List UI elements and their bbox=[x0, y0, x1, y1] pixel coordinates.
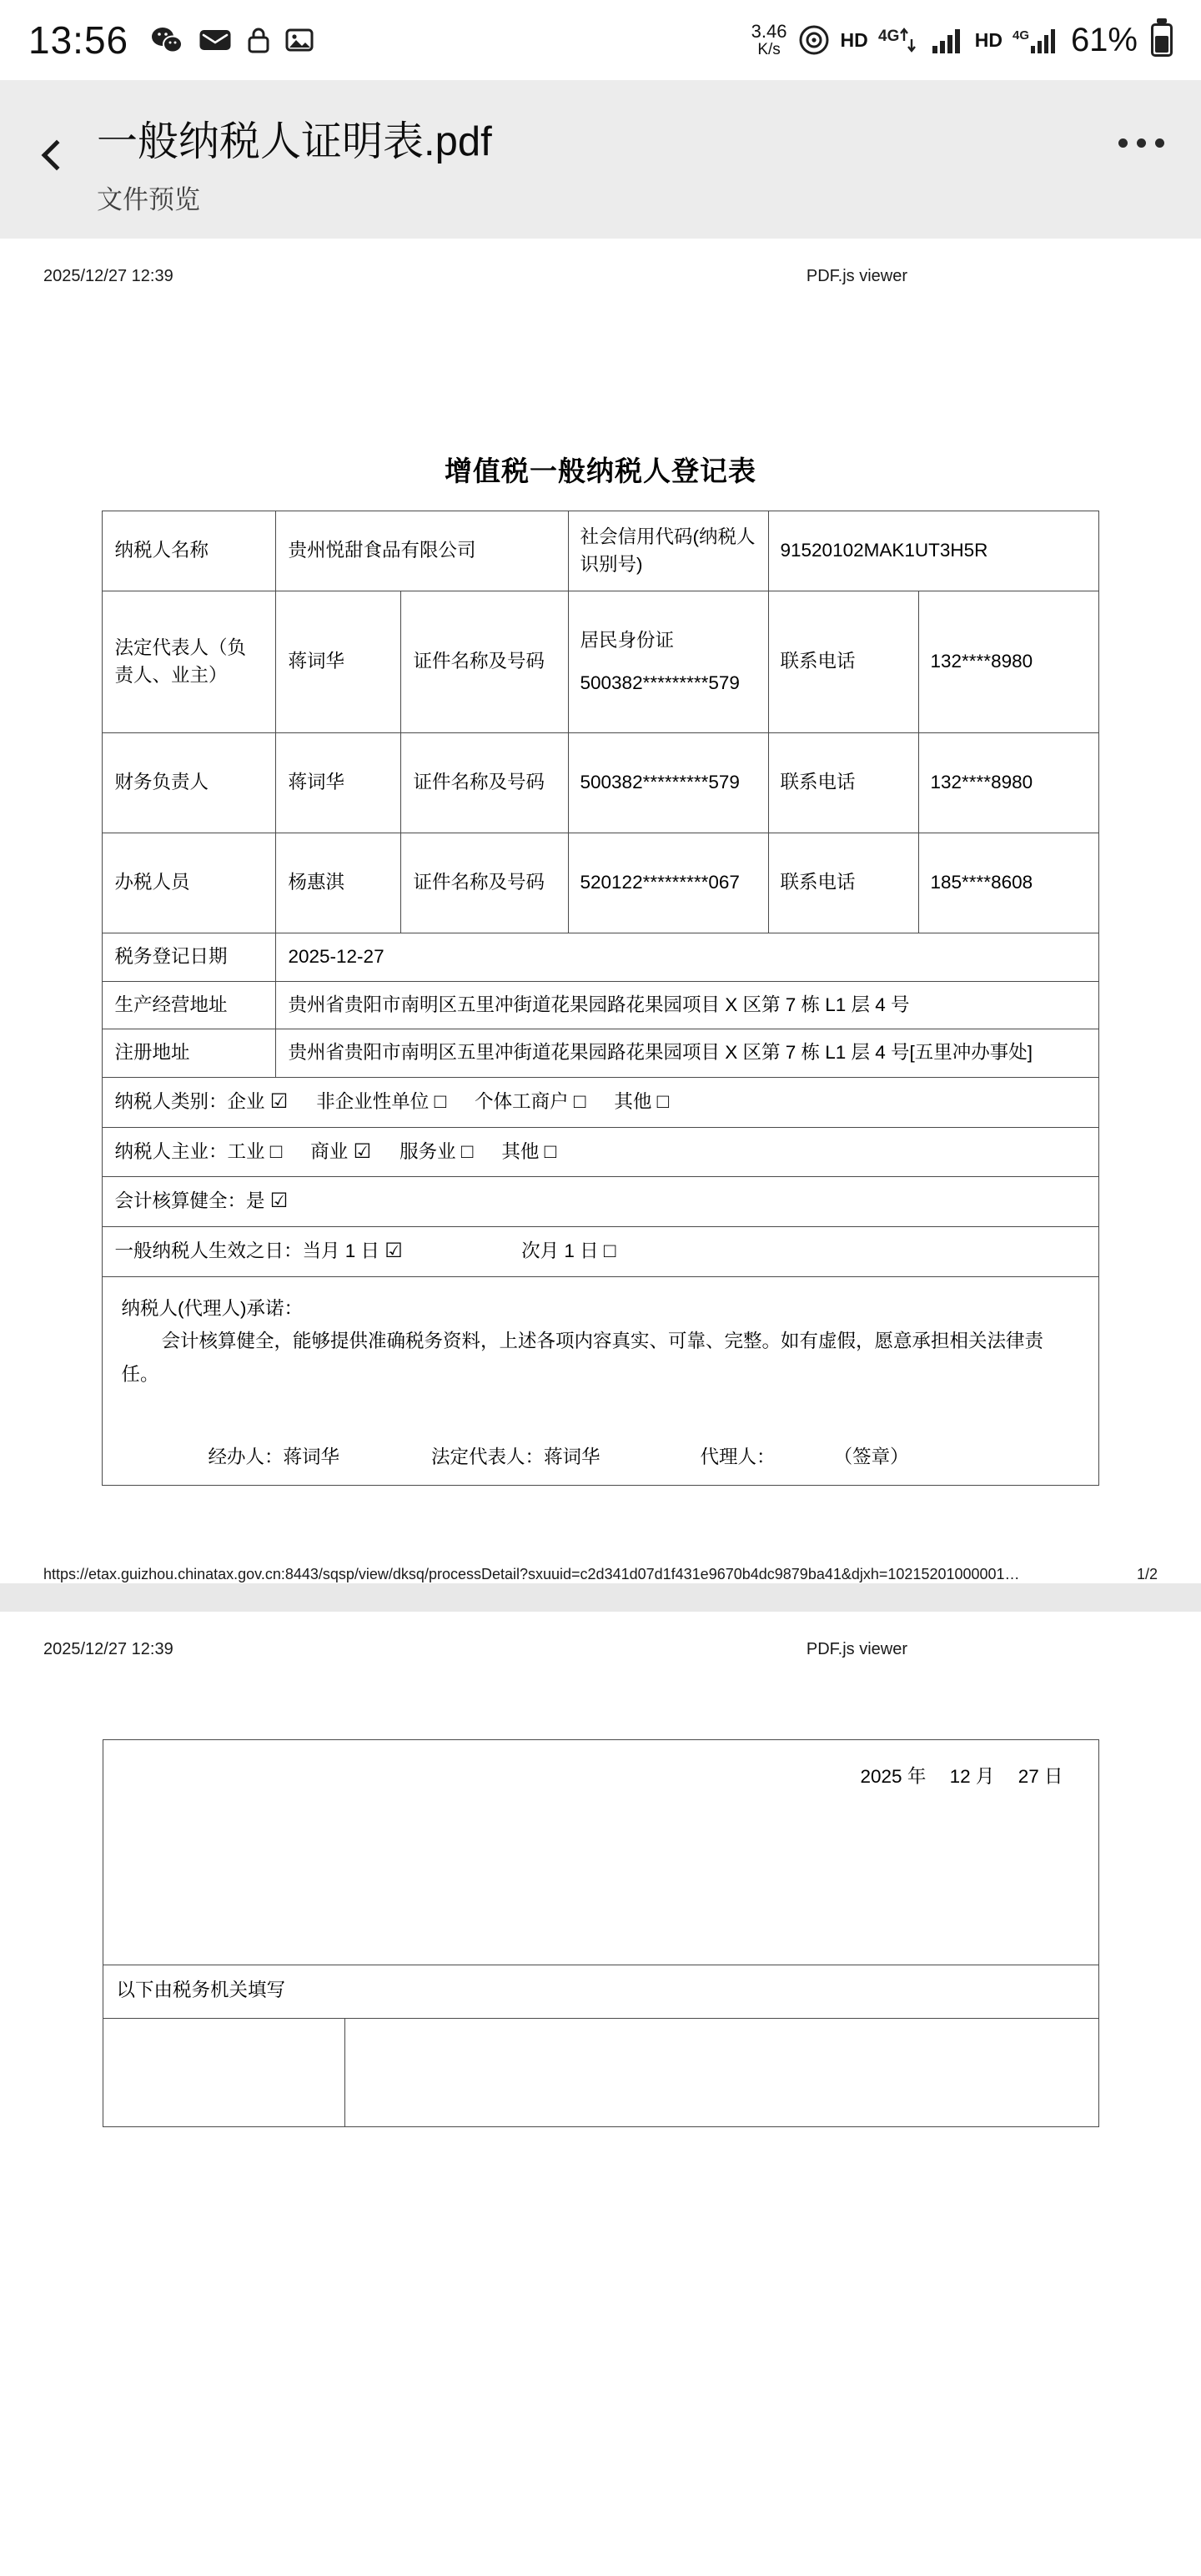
network-speed-value: 3.46 bbox=[751, 21, 787, 43]
more-options-button[interactable] bbox=[1118, 138, 1164, 148]
date-year: 2025 bbox=[860, 1765, 902, 1787]
signature-row bbox=[103, 1399, 1098, 1485]
signal-icon bbox=[932, 26, 965, 54]
print-header-viewer-2: PDF.js viewer bbox=[806, 1639, 907, 1658]
taxpayer-type-label: 纳税人类别： bbox=[114, 1090, 228, 1112]
date-month: 12 bbox=[949, 1765, 971, 1787]
checkbox-industry[interactable]: □ bbox=[269, 1140, 283, 1163]
effective-date-row bbox=[103, 1227, 1098, 1277]
agent-name: 杨惠淇 bbox=[276, 833, 401, 933]
pdf-viewer[interactable] bbox=[0, 239, 1201, 2127]
tax-office-label: 以下由税务机关填写 bbox=[103, 1965, 1098, 2018]
agent-phone: 185****8608 bbox=[918, 833, 1098, 933]
promise-title: 纳税人(代理人)承诺： bbox=[121, 1298, 303, 1320]
pdf-page-1 bbox=[0, 239, 1201, 1583]
status-left-icons bbox=[150, 26, 314, 54]
effective-opt-next-month[interactable]: 次月 1 日 bbox=[521, 1240, 599, 1262]
date-year-unit: 年 bbox=[907, 1765, 927, 1787]
accounting-opt-yes[interactable]: 是 bbox=[246, 1190, 265, 1212]
checkbox-main-other[interactable]: □ bbox=[544, 1140, 557, 1163]
target-icon bbox=[798, 24, 830, 56]
checkbox-this-month[interactable]: ☑ bbox=[384, 1240, 403, 1263]
checkbox-accounting-yes[interactable]: ☑ bbox=[269, 1190, 289, 1213]
taxpayer-name-value: 贵州悦甜食品有限公司 bbox=[276, 511, 568, 591]
footer-url: https://etax.guizhou.chinatax.gov.cn:8443/sqsp/view/dksq/processDetail?sxuuid=c2d341d07d1f431e9670b4dc9879ba41&djxh=10215201000001… bbox=[43, 1565, 1020, 1582]
hd-icon: HD bbox=[840, 28, 868, 51]
biz-address-label: 生产经营地址 bbox=[103, 981, 276, 1029]
table-row bbox=[103, 1739, 1098, 1965]
finance-phone-label: 联系电话 bbox=[768, 733, 918, 833]
wechat-icon bbox=[150, 26, 183, 54]
print-header-date-2: 2025/12/27 12:39 bbox=[43, 1639, 173, 1658]
table-row bbox=[103, 1277, 1098, 1486]
battery-percent: 61% bbox=[1070, 21, 1138, 58]
table-row bbox=[103, 1029, 1098, 1078]
table-row bbox=[103, 591, 1098, 733]
promise-cell bbox=[103, 1277, 1098, 1486]
tax-office-cell-right bbox=[344, 2018, 1098, 2126]
document-title: 增值税一般纳税人登记表 bbox=[445, 455, 756, 486]
agent-cert-no: 520122*********067 bbox=[568, 833, 768, 933]
form-date bbox=[117, 1750, 1085, 1789]
table-row bbox=[103, 2018, 1098, 2126]
credit-code-value: 91520102MAK1UT3H5R bbox=[768, 511, 1098, 591]
taxpayer-type-opt-other[interactable]: 其他 bbox=[614, 1090, 652, 1112]
handler-value: 蒋词华 bbox=[283, 1446, 340, 1468]
taxpayer-type-row bbox=[103, 1077, 1098, 1127]
accounting-row bbox=[103, 1177, 1098, 1227]
accounting-label: 会计核算健全： bbox=[114, 1190, 246, 1212]
print-header bbox=[0, 239, 1201, 286]
checkbox-individual[interactable]: □ bbox=[573, 1089, 586, 1113]
finance-cert-no: 500382*********579 bbox=[568, 733, 768, 833]
checkbox-nonenterprise[interactable]: □ bbox=[434, 1089, 447, 1113]
table-row bbox=[103, 733, 1098, 833]
table-row bbox=[103, 933, 1098, 982]
finance-phone: 132****8980 bbox=[918, 733, 1098, 833]
table-row bbox=[103, 511, 1098, 591]
table-row bbox=[103, 981, 1098, 1029]
tax-office-table bbox=[103, 1739, 1099, 2127]
effective-opt-this-month[interactable]: 当月 1 日 bbox=[302, 1240, 380, 1262]
network-speed-unit: K/s bbox=[757, 40, 781, 58]
title-block bbox=[97, 118, 492, 216]
main-opt-service[interactable]: 服务业 bbox=[399, 1140, 456, 1162]
svg-text:4G: 4G bbox=[877, 28, 900, 45]
taxpayer-registration-table bbox=[102, 511, 1098, 1486]
checkbox-type-other[interactable]: □ bbox=[656, 1089, 670, 1113]
taxpayer-name-label: 纳税人名称 bbox=[103, 511, 276, 591]
legal-rep-label: 法定代表人（负责人、业主） bbox=[103, 591, 276, 733]
taxpayer-type-opt-nonenterprise[interactable]: 非企业性单位 bbox=[316, 1090, 430, 1112]
pdf-page-2 bbox=[0, 1612, 1201, 2127]
print-header-viewer: PDF.js viewer bbox=[806, 267, 907, 285]
status-time: 13:56 bbox=[28, 18, 129, 62]
lock-icon bbox=[247, 27, 270, 53]
page-title: 一般纳税人证明表.pdf bbox=[97, 119, 492, 164]
finance-label: 财务负责人 bbox=[103, 733, 276, 833]
main-business-label: 纳税人主业： bbox=[114, 1140, 228, 1162]
legal-rep-sign-value: 蒋词华 bbox=[544, 1446, 600, 1468]
legal-rep-sign-label: 法定代表人： bbox=[431, 1446, 545, 1468]
agent-sign-label: 代理人： bbox=[700, 1446, 776, 1468]
promise-block bbox=[103, 1277, 1098, 1399]
hd2-icon: HD bbox=[974, 28, 1003, 51]
svg-text:4G: 4G bbox=[1012, 28, 1029, 43]
reg-address-value: 贵州省贵阳市南明区五里冲街道花果园路花果园项目 X 区第 7 栋 L1 层 4 号[五里冲办事处] bbox=[276, 1029, 1098, 1078]
date-day: 27 bbox=[1018, 1765, 1039, 1787]
4g-icon bbox=[878, 24, 922, 56]
date-month-unit: 月 bbox=[975, 1765, 995, 1787]
main-opt-commerce[interactable]: 商业 bbox=[310, 1140, 349, 1162]
legal-rep-cert-label: 证件名称及号码 bbox=[401, 591, 568, 733]
legal-rep-cert-no: 500382*********579 bbox=[580, 672, 740, 693]
mail-icon bbox=[198, 28, 232, 53]
status-bar bbox=[0, 0, 1201, 80]
finance-name: 蒋词华 bbox=[276, 733, 401, 833]
agent-cert-label: 证件名称及号码 bbox=[401, 833, 568, 933]
checkbox-next-month[interactable]: □ bbox=[603, 1240, 616, 1263]
print-header-2 bbox=[0, 1612, 1201, 1659]
table-row bbox=[103, 1965, 1098, 2018]
agent-label: 办税人员 bbox=[103, 833, 276, 933]
print-header-date: 2025/12/27 12:39 bbox=[43, 267, 173, 285]
app-bar bbox=[0, 80, 1201, 239]
legal-rep-cert-value bbox=[568, 591, 768, 733]
legal-rep-name: 蒋词华 bbox=[276, 591, 401, 733]
checkbox-commerce[interactable]: ☑ bbox=[353, 1140, 372, 1163]
back-button[interactable] bbox=[22, 120, 92, 190]
table-row bbox=[103, 1227, 1098, 1277]
agent-phone-label: 联系电话 bbox=[768, 833, 918, 933]
footer-page-number: 1/2 bbox=[1136, 1565, 1158, 1582]
checkbox-enterprise[interactable]: ☑ bbox=[269, 1089, 289, 1113]
credit-code-label: 社会信用代码(纳税人识别号) bbox=[568, 511, 768, 591]
main-opt-industry[interactable]: 工业 bbox=[227, 1140, 265, 1162]
reg-date-label: 税务登记日期 bbox=[103, 933, 276, 982]
main-opt-other[interactable]: 其他 bbox=[501, 1140, 540, 1162]
reg-address-label: 注册地址 bbox=[103, 1029, 276, 1078]
taxpayer-type-opt-individual[interactable]: 个体工商户 bbox=[475, 1090, 569, 1112]
effective-date-label: 一般纳税人生效之日： bbox=[114, 1240, 303, 1262]
promise-text: 会计核算健全，能够提供准确税务资料，上述各项内容真实、可靠、完整。如有虚假，愿意承担相关法律责任。 bbox=[121, 1331, 1043, 1385]
checkbox-service[interactable]: □ bbox=[460, 1140, 474, 1163]
legal-rep-phone: 132****8980 bbox=[918, 591, 1098, 733]
more-dots-icon bbox=[1118, 138, 1128, 148]
table-row bbox=[103, 1127, 1098, 1177]
photo-icon bbox=[285, 27, 314, 53]
print-footer bbox=[0, 1486, 1201, 1583]
tax-office-cell-left bbox=[103, 2018, 344, 2126]
biz-address-value: 贵州省贵阳市南明区五里冲街道花果园路花果园项目 X 区第 7 栋 L1 层 4 号 bbox=[276, 981, 1098, 1029]
network-speed bbox=[751, 22, 787, 58]
signal2-icon bbox=[1013, 26, 1056, 54]
legal-rep-cert-type: 居民身份证 bbox=[580, 629, 675, 651]
table-row bbox=[103, 1177, 1098, 1227]
status-right-icons bbox=[751, 22, 1173, 59]
table-row bbox=[103, 833, 1098, 933]
reg-date-value: 2025-12-27 bbox=[276, 933, 1098, 982]
handler-label: 经办人： bbox=[208, 1446, 284, 1468]
date-and-blank-cell bbox=[103, 1739, 1098, 1965]
page-subtitle: 文件预览 bbox=[97, 185, 200, 215]
date-day-unit: 日 bbox=[1043, 1765, 1063, 1787]
seal-label: （签章） bbox=[833, 1446, 909, 1468]
taxpayer-type-opt-enterprise[interactable]: 企业 bbox=[227, 1090, 265, 1112]
table-row bbox=[103, 1077, 1098, 1127]
legal-rep-phone-label: 联系电话 bbox=[768, 591, 918, 733]
battery-icon bbox=[1151, 23, 1173, 57]
main-business-row bbox=[103, 1127, 1098, 1177]
page-separator bbox=[0, 1583, 1201, 1612]
back-chevron-icon bbox=[42, 140, 73, 171]
finance-cert-label: 证件名称及号码 bbox=[401, 733, 568, 833]
